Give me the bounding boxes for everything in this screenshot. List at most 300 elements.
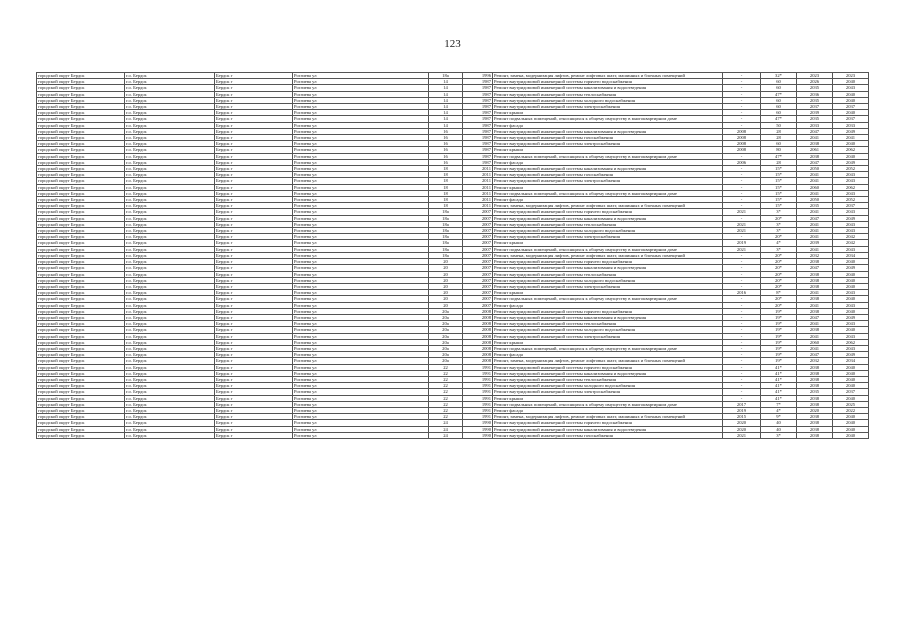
- wear-cell: 47*: [761, 153, 797, 159]
- house-cell: 16: [429, 147, 463, 153]
- year-cell: 1987: [463, 116, 493, 122]
- district-cell: городской округ Бердск: [37, 172, 125, 178]
- plan-end-cell: 2040: [833, 296, 869, 302]
- locality-cell: Бердск г: [215, 352, 293, 358]
- house-cell: 16: [429, 159, 463, 165]
- work-type-cell: Ремонт подвальных помещений, относящихся к общему имуществу в многоквартирном доме: [493, 296, 723, 302]
- last-repair-year-cell: 2021: [723, 228, 761, 234]
- last-repair-year-cell: 2016: [723, 290, 761, 296]
- plan-end-cell: 2049: [833, 215, 869, 221]
- plan-start-cell: 2038: [797, 296, 833, 302]
- locality-cell: Бердск г: [215, 122, 293, 128]
- plan-end-cell: 2040: [833, 414, 869, 420]
- work-type-cell: Ремонт внутридомовой инженерной системы горячего водоснабжения: [493, 209, 723, 215]
- last-repair-year-cell: -: [723, 172, 761, 178]
- locality-cell: Бердск г: [215, 327, 293, 333]
- house-cell: 20: [429, 302, 463, 308]
- house-cell: 22: [429, 395, 463, 401]
- house-cell: 20а: [429, 345, 463, 351]
- year-cell: 1990: [463, 420, 493, 426]
- city-cell: г.о. Бердск: [125, 79, 215, 85]
- plan-end-cell: 2049: [833, 265, 869, 271]
- locality-cell: Бердск г: [215, 339, 293, 345]
- locality-cell: Бердск г: [215, 221, 293, 227]
- locality-cell: Бердск г: [215, 203, 293, 209]
- house-cell: 20: [429, 296, 463, 302]
- plan-end-cell: 2043: [833, 302, 869, 308]
- street-cell: Рогачева ул: [293, 240, 429, 246]
- district-cell: городской округ Бердск: [37, 73, 125, 79]
- street-cell: Рогачева ул: [293, 228, 429, 234]
- locality-cell: Бердск г: [215, 166, 293, 172]
- year-cell: 1991: [463, 407, 493, 413]
- house-cell: 22: [429, 389, 463, 395]
- city-cell: г.о. Бердск: [125, 370, 215, 376]
- house-cell: 20а: [429, 352, 463, 358]
- work-type-cell: Ремонт внутридомовой инженерной системы газоснабжения: [493, 172, 723, 178]
- house-cell: 14: [429, 85, 463, 91]
- locality-cell: Бердск г: [215, 79, 293, 85]
- year-cell: 2011: [463, 190, 493, 196]
- district-cell: городской округ Бердск: [37, 246, 125, 252]
- wear-cell: 60: [761, 85, 797, 91]
- city-cell: г.о. Бердск: [125, 364, 215, 370]
- last-repair-year-cell: -: [723, 352, 761, 358]
- plan-end-cell: 2040: [833, 110, 869, 116]
- house-cell: 18: [429, 190, 463, 196]
- city-cell: г.о. Бердск: [125, 190, 215, 196]
- locality-cell: Бердск г: [215, 383, 293, 389]
- year-cell: 2008: [463, 308, 493, 314]
- wear-cell: 20*: [761, 296, 797, 302]
- house-cell: 18а: [429, 234, 463, 240]
- year-cell: 1987: [463, 141, 493, 147]
- district-cell: городской округ Бердск: [37, 116, 125, 122]
- plan-end-cell: 2040: [833, 259, 869, 265]
- plan-start-cell: 2039: [797, 110, 833, 116]
- plan-start-cell: 2038: [797, 383, 833, 389]
- last-repair-year-cell: -: [723, 327, 761, 333]
- locality-cell: Бердск г: [215, 333, 293, 339]
- last-repair-year-cell: 2008: [723, 128, 761, 134]
- plan-end-cell: 2034: [833, 252, 869, 258]
- wear-cell: 28: [761, 159, 797, 165]
- work-type-cell: Ремонт крыши: [493, 290, 723, 296]
- district-cell: городской округ Бердск: [37, 147, 125, 153]
- wear-cell: 60: [761, 110, 797, 116]
- house-cell: 18а: [429, 221, 463, 227]
- locality-cell: Бердск г: [215, 85, 293, 91]
- plan-start-cell: 2035: [797, 389, 833, 395]
- plan-end-cell: 2040: [833, 426, 869, 432]
- year-cell: 1991: [463, 389, 493, 395]
- city-cell: г.о. Бердск: [125, 153, 215, 159]
- plan-start-cell: 2041: [797, 135, 833, 141]
- district-cell: городской округ Бердск: [37, 190, 125, 196]
- locality-cell: Бердск г: [215, 110, 293, 116]
- locality-cell: Бердск г: [215, 184, 293, 190]
- wear-cell: 8*: [761, 290, 797, 296]
- wear-cell: 19*: [761, 358, 797, 364]
- year-cell: 2008: [463, 352, 493, 358]
- street-cell: Рогачева ул: [293, 265, 429, 271]
- street-cell: Рогачева ул: [293, 128, 429, 134]
- district-cell: городской округ Бердск: [37, 308, 125, 314]
- plan-start-cell: 2032: [797, 358, 833, 364]
- plan-end-cell: 2040: [833, 395, 869, 401]
- plan-start-cell: 2041: [797, 172, 833, 178]
- plan-end-cell: 2023: [833, 73, 869, 79]
- year-cell: 2007: [463, 234, 493, 240]
- house-cell: 22: [429, 401, 463, 407]
- plan-start-cell: 2041: [797, 246, 833, 252]
- city-cell: г.о. Бердск: [125, 172, 215, 178]
- street-cell: Рогачева ул: [293, 414, 429, 420]
- work-type-cell: Ремонт внутридомовой инженерной системы холодного водоснабжения: [493, 327, 723, 333]
- work-type-cell: Ремонт фасада: [493, 159, 723, 165]
- year-cell: 1987: [463, 91, 493, 97]
- street-cell: Рогачева ул: [293, 389, 429, 395]
- plan-start-cell: 2020: [797, 407, 833, 413]
- plan-end-cell: 2062: [833, 147, 869, 153]
- work-type-cell: Ремонт внутридомовой инженерной системы холодного водоснабжения: [493, 383, 723, 389]
- plan-start-cell: 2060: [797, 339, 833, 345]
- last-repair-year-cell: -: [723, 197, 761, 203]
- year-cell: 2011: [463, 197, 493, 203]
- work-type-cell: Ремонт внутридомовой инженерной системы холодного водоснабжения: [493, 228, 723, 234]
- house-cell: 20а: [429, 339, 463, 345]
- plan-end-cell: 2041: [833, 135, 869, 141]
- locality-cell: Бердск г: [215, 128, 293, 134]
- work-type-cell: Ремонт внутридомовой инженерной системы электроснабжения: [493, 141, 723, 147]
- locality-cell: Бердск г: [215, 407, 293, 413]
- city-cell: г.о. Бердск: [125, 302, 215, 308]
- year-cell: 1990: [463, 432, 493, 438]
- plan-start-cell: 2038: [797, 308, 833, 314]
- plan-end-cell: 2049: [833, 159, 869, 165]
- wear-cell: 28: [761, 128, 797, 134]
- city-cell: г.о. Бердск: [125, 246, 215, 252]
- city-cell: г.о. Бердск: [125, 314, 215, 320]
- work-type-cell: Ремонт крыши: [493, 110, 723, 116]
- wear-cell: 47*: [761, 116, 797, 122]
- wear-cell: 41*: [761, 370, 797, 376]
- wear-cell: 41*: [761, 383, 797, 389]
- district-cell: городской округ Бердск: [37, 389, 125, 395]
- plan-start-cell: 2041: [797, 302, 833, 308]
- plan-end-cell: 2043: [833, 85, 869, 91]
- wear-cell: 47*: [761, 91, 797, 97]
- plan-start-cell: 2036: [797, 91, 833, 97]
- plan-start-cell: 2038: [797, 271, 833, 277]
- street-cell: Рогачева ул: [293, 290, 429, 296]
- last-repair-year-cell: -: [723, 265, 761, 271]
- year-cell: 1991: [463, 383, 493, 389]
- plan-start-cell: 2047: [797, 352, 833, 358]
- district-cell: городской округ Бердск: [37, 432, 125, 438]
- locality-cell: Бердск г: [215, 426, 293, 432]
- plan-end-cell: 2049: [833, 352, 869, 358]
- last-repair-year-cell: -: [723, 333, 761, 339]
- house-cell: 22: [429, 364, 463, 370]
- plan-start-cell: 2050: [797, 166, 833, 172]
- street-cell: Рогачева ул: [293, 370, 429, 376]
- work-type-cell: Ремонт внутридомовой инженерной системы горячего водоснабжения: [493, 364, 723, 370]
- city-cell: г.о. Бердск: [125, 333, 215, 339]
- plan-start-cell: 2038: [797, 141, 833, 147]
- work-type-cell: Ремонт фасада: [493, 302, 723, 308]
- district-cell: городской округ Бердск: [37, 333, 125, 339]
- street-cell: Рогачева ул: [293, 333, 429, 339]
- district-cell: городской округ Бердск: [37, 110, 125, 116]
- street-cell: Рогачева ул: [293, 376, 429, 382]
- year-cell: 2008: [463, 358, 493, 364]
- city-cell: г.о. Бердск: [125, 73, 215, 79]
- city-cell: г.о. Бердск: [125, 221, 215, 227]
- work-type-cell: Ремонт внутридомовой инженерной системы канализования и водоотведения: [493, 370, 723, 376]
- last-repair-year-cell: 2006: [723, 159, 761, 165]
- plan-start-cell: 2038: [797, 420, 833, 426]
- plan-start-cell: 2038: [797, 432, 833, 438]
- last-repair-year-cell: -: [723, 339, 761, 345]
- last-repair-year-cell: -: [723, 364, 761, 370]
- work-type-cell: Ремонт внутридомовой инженерной системы теплоснабжения: [493, 91, 723, 97]
- house-cell: 18: [429, 184, 463, 190]
- last-repair-year-cell: -: [723, 190, 761, 196]
- street-cell: Рогачева ул: [293, 259, 429, 265]
- plan-start-cell: 2038: [797, 401, 833, 407]
- city-cell: г.о. Бердск: [125, 389, 215, 395]
- plan-start-cell: 2041: [797, 209, 833, 215]
- plan-start-cell: 2047: [797, 159, 833, 165]
- year-cell: 2008: [463, 314, 493, 320]
- plan-end-cell: 2033: [833, 122, 869, 128]
- year-cell: 1996: [463, 73, 493, 79]
- last-repair-year-cell: -: [723, 79, 761, 85]
- street-cell: Рогачева ул: [293, 407, 429, 413]
- city-cell: г.о. Бердск: [125, 327, 215, 333]
- street-cell: Рогачева ул: [293, 190, 429, 196]
- work-type-cell: Ремонт крыши: [493, 184, 723, 190]
- work-type-cell: Ремонт, замена, модернизация лифтов, ремонт лифтовых шахт, машинных и блочных помещений: [493, 414, 723, 420]
- work-type-cell: Ремонт внутридомовой инженерной системы канализования и водоотведения: [493, 166, 723, 172]
- locality-cell: Бердск г: [215, 358, 293, 364]
- wear-cell: 40: [761, 426, 797, 432]
- district-cell: городской округ Бердск: [37, 283, 125, 289]
- work-type-cell: Ремонт, замена, модернизация лифтов, ремонт лифтовых шахт, машинных и блочных помещений: [493, 252, 723, 258]
- street-cell: Рогачева ул: [293, 401, 429, 407]
- wear-cell: 32*: [761, 73, 797, 79]
- year-cell: 2007: [463, 221, 493, 227]
- wear-cell: 19*: [761, 352, 797, 358]
- plan-end-cell: 2043: [833, 290, 869, 296]
- locality-cell: Бердск г: [215, 147, 293, 153]
- plan-start-cell: 2041: [797, 321, 833, 327]
- locality-cell: Бердск г: [215, 414, 293, 420]
- house-cell: 18а: [429, 246, 463, 252]
- plan-end-cell: 2043: [833, 178, 869, 184]
- plan-start-cell: 2023: [797, 73, 833, 79]
- plan-start-cell: 2037: [797, 104, 833, 110]
- year-cell: 2011: [463, 178, 493, 184]
- house-cell: 20: [429, 265, 463, 271]
- locality-cell: Бердск г: [215, 432, 293, 438]
- last-repair-year-cell: 2008: [723, 147, 761, 153]
- city-cell: г.о. Бердск: [125, 352, 215, 358]
- plan-end-cell: 2037: [833, 203, 869, 209]
- street-cell: Рогачева ул: [293, 215, 429, 221]
- wear-cell: 7*: [761, 401, 797, 407]
- wear-cell: 20*: [761, 259, 797, 265]
- plan-start-cell: 2033: [797, 122, 833, 128]
- street-cell: Рогачева ул: [293, 345, 429, 351]
- locality-cell: Бердск г: [215, 370, 293, 376]
- house-cell: 20: [429, 290, 463, 296]
- work-type-cell: Ремонт внутридомовой инженерной системы теплоснабжения: [493, 271, 723, 277]
- plan-start-cell: 2035: [797, 97, 833, 103]
- house-cell: 22: [429, 414, 463, 420]
- year-cell: 2007: [463, 228, 493, 234]
- city-cell: г.о. Бердск: [125, 308, 215, 314]
- plan-end-cell: 2049: [833, 314, 869, 320]
- street-cell: Рогачева ул: [293, 209, 429, 215]
- last-repair-year-cell: -: [723, 215, 761, 221]
- plan-start-cell: 2038: [797, 283, 833, 289]
- street-cell: Рогачева ул: [293, 97, 429, 103]
- last-repair-year-cell: -: [723, 184, 761, 190]
- city-cell: г.о. Бердск: [125, 91, 215, 97]
- last-repair-year-cell: 2021: [723, 221, 761, 227]
- district-cell: городской округ Бердск: [37, 128, 125, 134]
- year-cell: 1987: [463, 153, 493, 159]
- city-cell: г.о. Бердск: [125, 178, 215, 184]
- year-cell: 2007: [463, 240, 493, 246]
- wear-cell: 80: [761, 147, 797, 153]
- locality-cell: Бердск г: [215, 314, 293, 320]
- last-repair-year-cell: 2021: [723, 432, 761, 438]
- district-cell: городской округ Бердск: [37, 296, 125, 302]
- wear-cell: 3*: [761, 228, 797, 234]
- plan-end-cell: 2043: [833, 228, 869, 234]
- work-type-cell: Ремонт внутридомовой инженерной системы электроснабжения: [493, 178, 723, 184]
- plan-end-cell: 2062: [833, 184, 869, 190]
- house-cell: 18а: [429, 209, 463, 215]
- wear-cell: 19*: [761, 339, 797, 345]
- wear-cell: 15*: [761, 178, 797, 184]
- last-repair-year-cell: -: [723, 271, 761, 277]
- house-cell: 22: [429, 370, 463, 376]
- street-cell: Рогачева ул: [293, 327, 429, 333]
- district-cell: городской округ Бердск: [37, 135, 125, 141]
- last-repair-year-cell: -: [723, 321, 761, 327]
- work-type-cell: Ремонт внутридомовой инженерной системы горячего водоснабжения: [493, 79, 723, 85]
- locality-cell: Бердск г: [215, 91, 293, 97]
- year-cell: 2007: [463, 209, 493, 215]
- street-cell: Рогачева ул: [293, 283, 429, 289]
- plan-end-cell: 2040: [833, 271, 869, 277]
- street-cell: Рогачева ул: [293, 420, 429, 426]
- city-cell: г.о. Бердск: [125, 401, 215, 407]
- street-cell: Рогачева ул: [293, 246, 429, 252]
- house-cell: 14: [429, 104, 463, 110]
- year-cell: 2011: [463, 172, 493, 178]
- plan-end-cell: 2037: [833, 116, 869, 122]
- last-repair-year-cell: -: [723, 73, 761, 79]
- last-repair-year-cell: -: [723, 314, 761, 320]
- locality-cell: Бердск г: [215, 296, 293, 302]
- year-cell: 2008: [463, 339, 493, 345]
- district-cell: городской округ Бердск: [37, 85, 125, 91]
- year-cell: 1991: [463, 370, 493, 376]
- house-cell: 20а: [429, 308, 463, 314]
- work-type-cell: Ремонт внутридомовой инженерной системы канализования и водоотведения: [493, 215, 723, 221]
- work-type-cell: Ремонт подвальных помещений, относящихся к общему имуществу в многоквартирном доме: [493, 116, 723, 122]
- house-cell: 24: [429, 432, 463, 438]
- house-cell: 14: [429, 110, 463, 116]
- district-cell: городской округ Бердск: [37, 302, 125, 308]
- plan-start-cell: 2041: [797, 190, 833, 196]
- wear-cell: 15*: [761, 197, 797, 203]
- last-repair-year-cell: -: [723, 376, 761, 382]
- city-cell: г.о. Бердск: [125, 85, 215, 91]
- plan-start-cell: 2038: [797, 277, 833, 283]
- work-type-cell: Ремонт фасада: [493, 407, 723, 413]
- wear-cell: 20*: [761, 271, 797, 277]
- table-row: [37, 432, 869, 438]
- year-cell: 2007: [463, 215, 493, 221]
- wear-cell: 41*: [761, 376, 797, 382]
- last-repair-year-cell: -: [723, 383, 761, 389]
- district-cell: городской округ Бердск: [37, 265, 125, 271]
- district-cell: городской округ Бердск: [37, 370, 125, 376]
- year-cell: 1987: [463, 79, 493, 85]
- last-repair-year-cell: -: [723, 358, 761, 364]
- plan-start-cell: 2061: [797, 147, 833, 153]
- plan-end-cell: 2049: [833, 128, 869, 134]
- last-repair-year-cell: 2021: [723, 209, 761, 215]
- work-type-cell: Ремонт крыши: [493, 240, 723, 246]
- house-cell: 22: [429, 407, 463, 413]
- year-cell: 2007: [463, 252, 493, 258]
- plan-end-cell: 2037: [833, 104, 869, 110]
- city-cell: г.о. Бердск: [125, 296, 215, 302]
- year-cell: 2008: [463, 327, 493, 333]
- house-cell: 20а: [429, 321, 463, 327]
- city-cell: г.о. Бердск: [125, 147, 215, 153]
- locality-cell: Бердск г: [215, 376, 293, 382]
- locality-cell: Бердск г: [215, 141, 293, 147]
- district-cell: городской округ Бердск: [37, 209, 125, 215]
- year-cell: 1987: [463, 110, 493, 116]
- locality-cell: Бердск г: [215, 246, 293, 252]
- plan-end-cell: 2040: [833, 141, 869, 147]
- plan-start-cell: 2041: [797, 228, 833, 234]
- city-cell: г.о. Бердск: [125, 265, 215, 271]
- wear-cell: 19*: [761, 314, 797, 320]
- work-type-cell: Ремонт фасада: [493, 122, 723, 128]
- house-cell: 20: [429, 283, 463, 289]
- wear-cell: 60: [761, 141, 797, 147]
- work-type-cell: Ремонт внутридомовой инженерной системы горячего водоснабжения: [493, 308, 723, 314]
- city-cell: г.о. Бердск: [125, 383, 215, 389]
- street-cell: Рогачева ул: [293, 426, 429, 432]
- locality-cell: Бердск г: [215, 97, 293, 103]
- plan-end-cell: 2042: [833, 234, 869, 240]
- work-type-cell: Ремонт внутридомовой инженерной системы газоснабжения: [493, 432, 723, 438]
- locality-cell: Бердск г: [215, 104, 293, 110]
- street-cell: Рогачева ул: [293, 172, 429, 178]
- work-type-cell: Ремонт подвальных помещений, относящихся к общему имуществу в многоквартирном доме: [493, 153, 723, 159]
